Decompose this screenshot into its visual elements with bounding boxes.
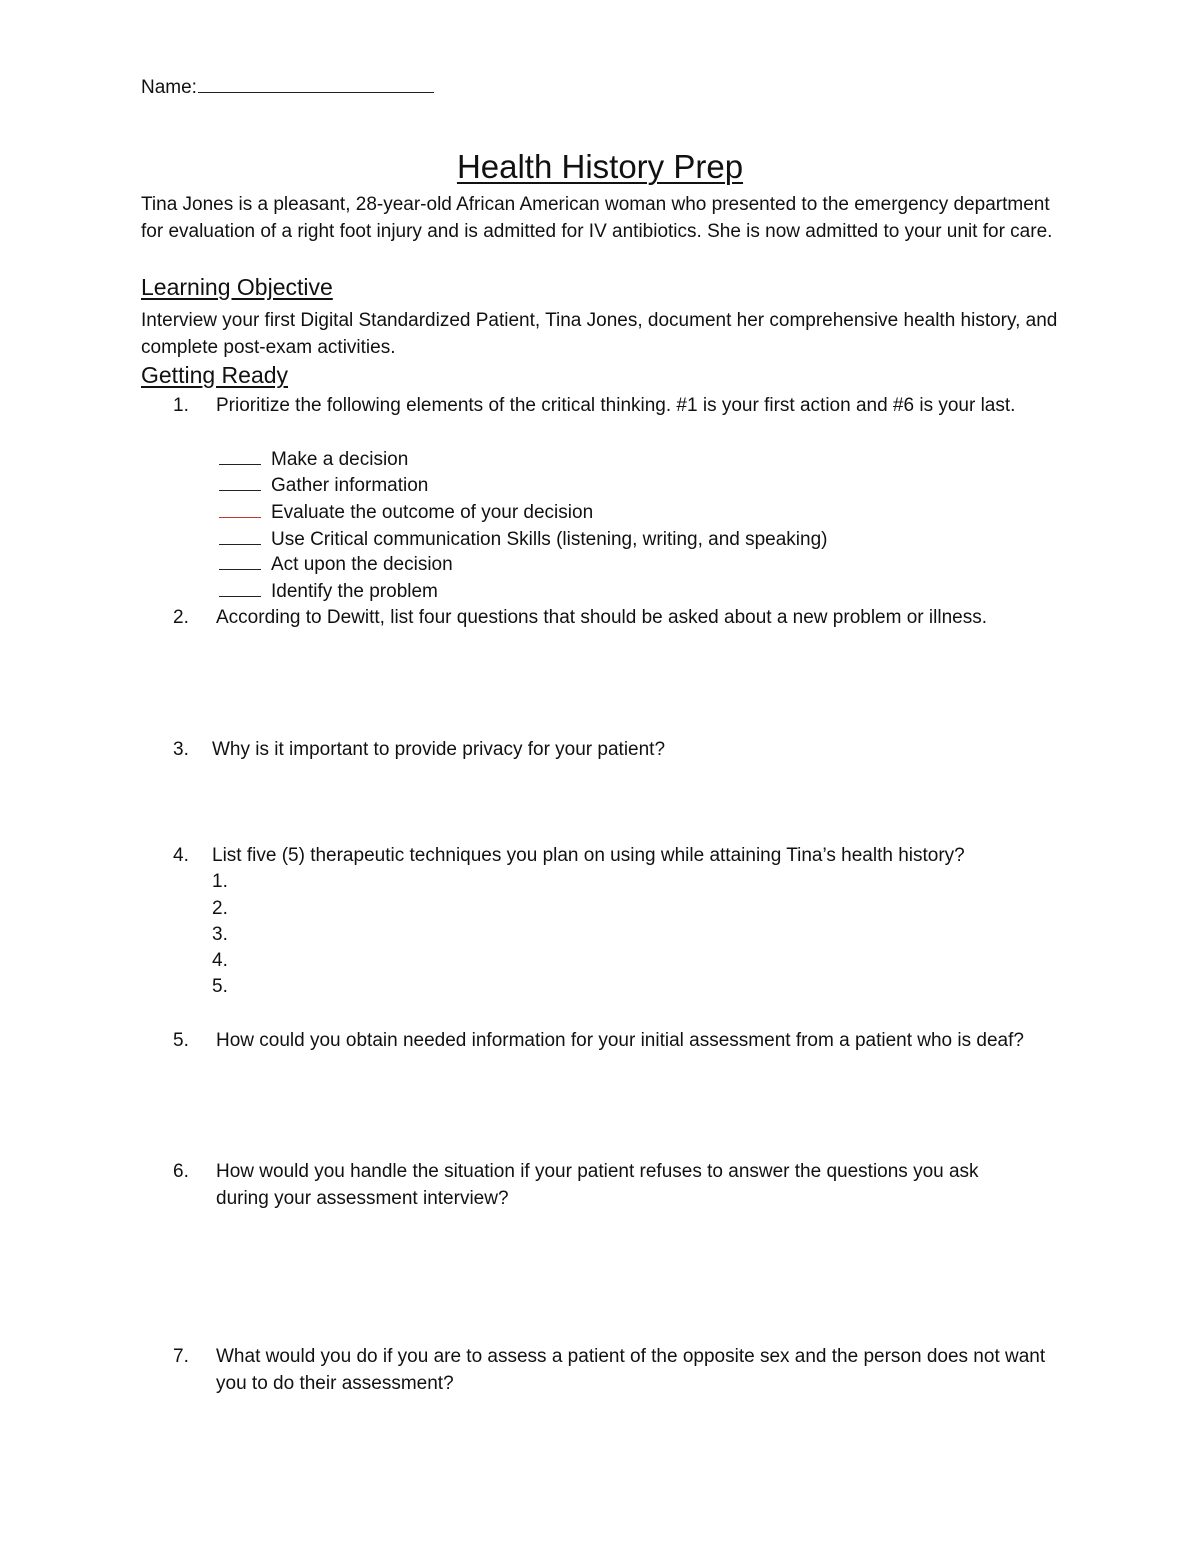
name-label: Name:: [141, 77, 197, 98]
name-field: [141, 74, 434, 99]
question-number: 1.: [173, 395, 189, 416]
priority-item: [219, 501, 593, 524]
answer-number: 1.: [212, 871, 228, 892]
priority-blank[interactable]: [219, 474, 261, 491]
priority-blank[interactable]: [219, 580, 261, 597]
priority-item: [219, 448, 408, 471]
intro-paragraph: Tina Jones is a pleasant, 28-year-old African American woman who presented to the emergency department for evaluation of a right foot injury and is admitted for IV antibiotics. She is now admitted to your unit for care.: [141, 194, 1053, 242]
question-text: Why is it important to provide privacy for your patient?: [212, 739, 666, 760]
priority-item-label: Identify the problem: [271, 581, 438, 602]
priority-blank[interactable]: [219, 528, 261, 545]
priority-blank[interactable]: [219, 501, 261, 518]
priority-item: [219, 474, 428, 497]
question-text: How would you handle the situation if your patient refuses to answer the questions you ask during your assessment interview?: [216, 1161, 979, 1209]
answer-number: 5.: [212, 976, 228, 997]
question-text: What would you do if you are to assess a patient of the opposite sex and the person does not want you to do their assessment?: [216, 1346, 1046, 1394]
question-number: 4.: [173, 845, 189, 866]
question-text: According to Dewitt, list four questions that should be asked about a new problem or illness.: [216, 607, 987, 628]
answer-number: 2.: [212, 898, 228, 919]
priority-item-label: Act upon the decision: [271, 554, 453, 575]
question-number: 6.: [173, 1161, 189, 1182]
getting-ready-heading: Getting Ready: [141, 362, 289, 388]
question-text: Prioritize the following elements of the critical thinking. #1 is your first action and #6 is your last.: [216, 395, 1016, 416]
priority-item: [219, 528, 828, 551]
priority-blank[interactable]: [219, 448, 261, 465]
answer-number: 3.: [212, 924, 228, 945]
question-number: 3.: [173, 739, 189, 760]
learning-objective-heading: Learning Objective: [141, 274, 333, 300]
learning-objective-text: Interview your first Digital Standardized Patient, Tina Jones, document her comprehensive health history, and complete post-exam activities.: [141, 310, 1058, 358]
question-text: How could you obtain needed information for your initial assessment from a patient who is deaf?: [216, 1030, 1024, 1051]
question-number: 7.: [173, 1346, 189, 1367]
priority-item-label: Gather information: [271, 475, 429, 496]
priority-item: [219, 580, 438, 603]
question-number: 2.: [173, 607, 189, 628]
name-blank-line[interactable]: [198, 74, 434, 93]
answer-number: 4.: [212, 950, 228, 971]
priority-item-label: Make a decision: [271, 449, 409, 470]
priority-item: [219, 553, 453, 576]
page-title: Health History Prep: [456, 148, 744, 185]
priority-item-label: Use Critical communication Skills (listening, writing, and speaking): [271, 529, 828, 550]
priority-blank[interactable]: [219, 553, 261, 570]
question-text: List five (5) therapeutic techniques you plan on using while attaining Tina’s health history?: [212, 845, 965, 866]
priority-item-label: Evaluate the outcome of your decision: [271, 502, 594, 523]
question-number: 5.: [173, 1030, 189, 1051]
